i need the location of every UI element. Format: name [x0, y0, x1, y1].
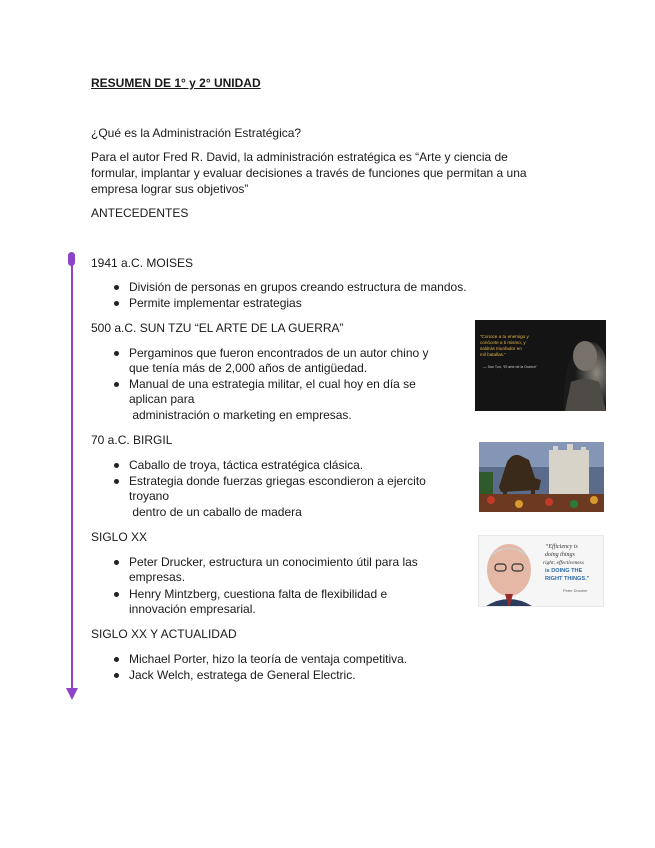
- bullet-icon: [114, 285, 119, 290]
- bullet-text: Pergaminos que fueron encontrados de un autor chino y: [129, 346, 429, 360]
- svg-text:RIGHT THINGS.”: RIGHT THINGS.”: [545, 576, 590, 582]
- bullet-text: Caballo de troya, táctica estratégica clásica.: [129, 458, 364, 472]
- bullet-icon: [114, 657, 119, 662]
- bullet-text: Estrategia donde fuerzas griegas escondieron a ejercito: [129, 474, 426, 488]
- bullet-icon: [114, 560, 119, 565]
- bullet-text: dentro de un caballo de madera: [129, 505, 302, 519]
- bullet-text: Michael Porter, hizo la teoría de ventaja competitiva.: [129, 652, 408, 666]
- bullet-text: Henry Mintzberg, cuestiona falta de flexibilidad e: [129, 587, 388, 601]
- bullet-text: División de personas en grupos creando estructura de mandos.: [129, 280, 467, 294]
- bullet-text: empresas.: [129, 570, 186, 584]
- bullet-icon: [114, 673, 119, 678]
- bullet-icon: [114, 479, 119, 484]
- svg-text:“Conoce a tu enemigo y: “Conoce a tu enemigo y: [480, 334, 529, 339]
- svg-text:Peter Drucker: Peter Drucker: [563, 588, 588, 593]
- drucker-portrait-icon: [479, 536, 604, 607]
- section-heading-moises: 1941 a.C. MOISES: [91, 256, 194, 270]
- bullet-icon: [114, 463, 119, 468]
- svg-text:is DOING THE: is DOING THE: [545, 568, 583, 574]
- svg-text:conócete a ti mismo, y: conócete a ti mismo, y: [480, 340, 526, 345]
- bullet-icon: [114, 382, 119, 387]
- section-heading-siglo-xx: SIGLO XX: [91, 530, 148, 544]
- svg-text:— Sun Tzu, “El arte de la Guer: — Sun Tzu, “El arte de la Guerra”: [483, 365, 537, 369]
- timeline-line: [71, 258, 73, 690]
- svg-text:mil batallas.”: mil batallas.”: [480, 352, 506, 357]
- definition-line-2: formular, implantar y evaluar decisiones a través de funciones que permitan a una: [91, 166, 527, 180]
- antecedentes-heading: ANTECEDENTES: [91, 206, 189, 220]
- trojan-horse-image: [479, 442, 604, 512]
- definition-line-3: empresa lograr sus objetivos”: [91, 182, 249, 196]
- trojan-horse-icon: [479, 442, 604, 512]
- svg-text:right; effectiveness: right; effectiveness: [543, 560, 584, 566]
- bullet-icon: [114, 301, 119, 306]
- bullet-text: administración o marketing en empresas.: [129, 408, 352, 422]
- svg-text:doing things: doing things: [545, 552, 575, 558]
- bullet-icon: [114, 592, 119, 597]
- question-text: ¿Qué es la Administración Estratégica?: [91, 126, 302, 140]
- bullet-text: Peter Drucker, estructura un conocimiento útil para las: [129, 555, 418, 569]
- bullet-text: aplican para: [129, 392, 195, 406]
- svg-text:“Efficiency is: “Efficiency is: [545, 544, 578, 550]
- bullet-icon: [114, 351, 119, 356]
- definition-line-1: Para el autor Fred R. David, la administración estratégica es “Arte y ciencia de: [91, 150, 508, 164]
- section-heading-actualidad: SIGLO XX Y ACTUALIDAD: [91, 627, 237, 641]
- bullet-text: innovación empresarial.: [129, 602, 256, 616]
- sun-tzu-statue-icon: [475, 320, 606, 411]
- bullet-text: troyano: [129, 489, 170, 503]
- svg-text:saldrás triunfador en: saldrás triunfador en: [480, 346, 522, 351]
- section-heading-suntzu: 500 a.C. SUN TZU “EL ARTE DE LA GUERRA”: [91, 321, 344, 335]
- timeline-arrowhead: [66, 688, 78, 700]
- sun-tzu-quote-image: [475, 320, 606, 411]
- page-title: RESUMEN DE 1° y 2° UNIDAD: [91, 76, 261, 90]
- drucker-quote-image: [478, 535, 604, 607]
- bullet-text: Jack Welch, estratega de General Electric.: [129, 668, 356, 682]
- section-heading-birgil: 70 a.C. BIRGIL: [91, 433, 173, 447]
- bullet-text: Manual de una estrategia militar, el cual hoy en día se: [129, 377, 416, 391]
- bullet-text: que tenía más de 2,000 años de antigüedad.: [129, 361, 368, 375]
- bullet-text: Permite implementar estrategias: [129, 296, 302, 310]
